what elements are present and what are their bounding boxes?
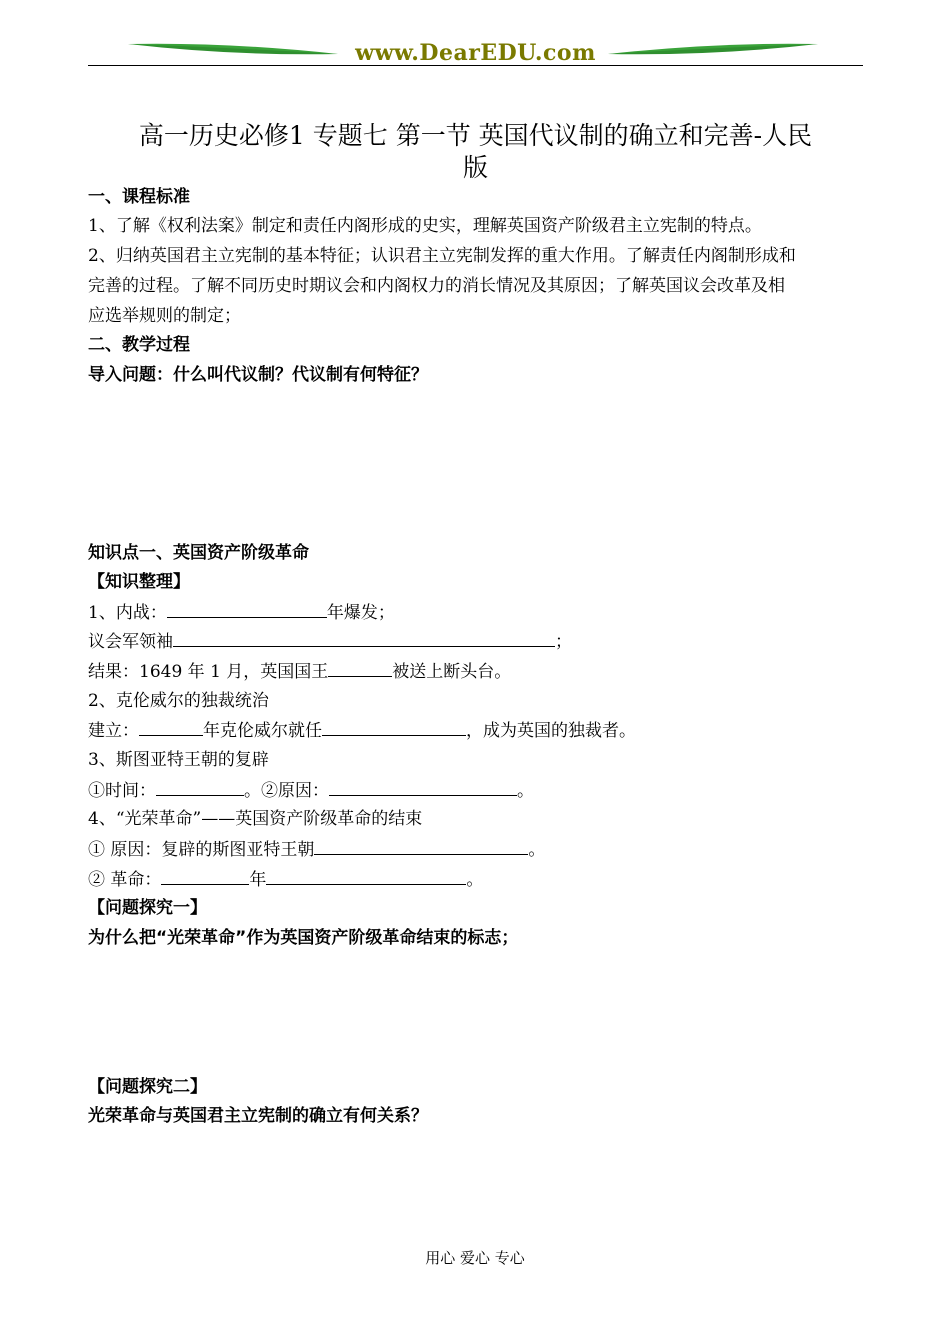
document-title [88,120,863,184]
civil-war-year-blank[interactable] [167,601,327,618]
restoration-time-blank[interactable] [156,779,244,796]
inquiry-one-question: 为什么把“光荣革命”作为英国资产阶级革命结束的标志； [88,928,519,948]
header-divider [88,65,863,66]
king-name-blank[interactable] [328,660,392,677]
knowledge-organize-tag: 【知识整理】 [88,572,190,592]
restoration-reason-blank[interactable] [329,779,517,796]
restoration-heading: 3、斯图亚特王朝的复辟 [88,750,269,770]
standards-item-2-line-2: 完善的过程。了解不同历史时期议会和内阁权力的消长情况及其原因；了解英国议会改革及相 [88,276,785,296]
war-result-line: 结果：1649 年 1 月，英国国王 被送上断头台。 [88,662,512,682]
cromwell-title-blank[interactable] [322,719,466,736]
cromwell-year-blank[interactable] [139,719,203,736]
standards-item-1: 1、了解《权利法案》制定和责任内阁形成的史实，理解英国资产阶级君主立宪制的特点。 [88,216,762,236]
revolution-year-blank[interactable] [161,868,249,885]
glorious-revolution-heading: 4、“光荣革命”——英国资产阶级革命的结束 [88,809,423,829]
inquiry-two-tag: 【问题探究二】 [88,1077,207,1097]
civil-war-line: 1、内战： 年爆发； [88,603,395,623]
section-heading-process: 二、教学过程 [88,335,190,355]
army-leader-blank[interactable] [173,630,555,647]
title-line-1: 高一历史必修1 专题七 第一节 英国代议制的确立和完善-人民 [138,121,813,150]
army-leader-line: 议会军领袖 ； [88,632,572,652]
inquiry-two-question: 光荣革命与英国君主立宪制的确立有何关系？ [88,1106,428,1126]
standards-item-2-line-3: 应选举规则的制定； [88,306,241,326]
revolution-event-line: ② 革命： 年 。 [88,870,484,890]
cromwell-line: 建立： 年克伦威尔就任 ，成为英国的独裁者。 [88,721,636,741]
revolution-cause-line: ① 原因：复辟的斯图亚特王朝 。 [88,840,546,860]
cromwell-heading: 2、克伦威尔的独裁统治 [88,691,269,711]
revolution-cause-blank[interactable] [314,838,528,855]
inquiry-one-tag: 【问题探究一】 [88,898,207,918]
section-heading-standards: 一、课程标准 [88,187,190,207]
site-logo-text: www.DearEDU.com [355,40,596,66]
restoration-line: ①时间： 。②原因： 。 [88,781,534,801]
page-footer: 用心 爱心 专心 [425,1249,525,1267]
knowledge-point-heading: 知识点一、英国资产阶级革命 [88,543,309,563]
standards-item-2-line-1: 2、归纳英国君主立宪制的基本特征；认识君主立宪制发挥的重大作用。了解责任内阁制形成和 [88,246,796,266]
intro-question: 导入问题：什么叫代议制？代议制有何特征？ [88,365,428,385]
revolution-event-blank[interactable] [266,868,466,885]
title-line-2: 版 [462,153,488,182]
